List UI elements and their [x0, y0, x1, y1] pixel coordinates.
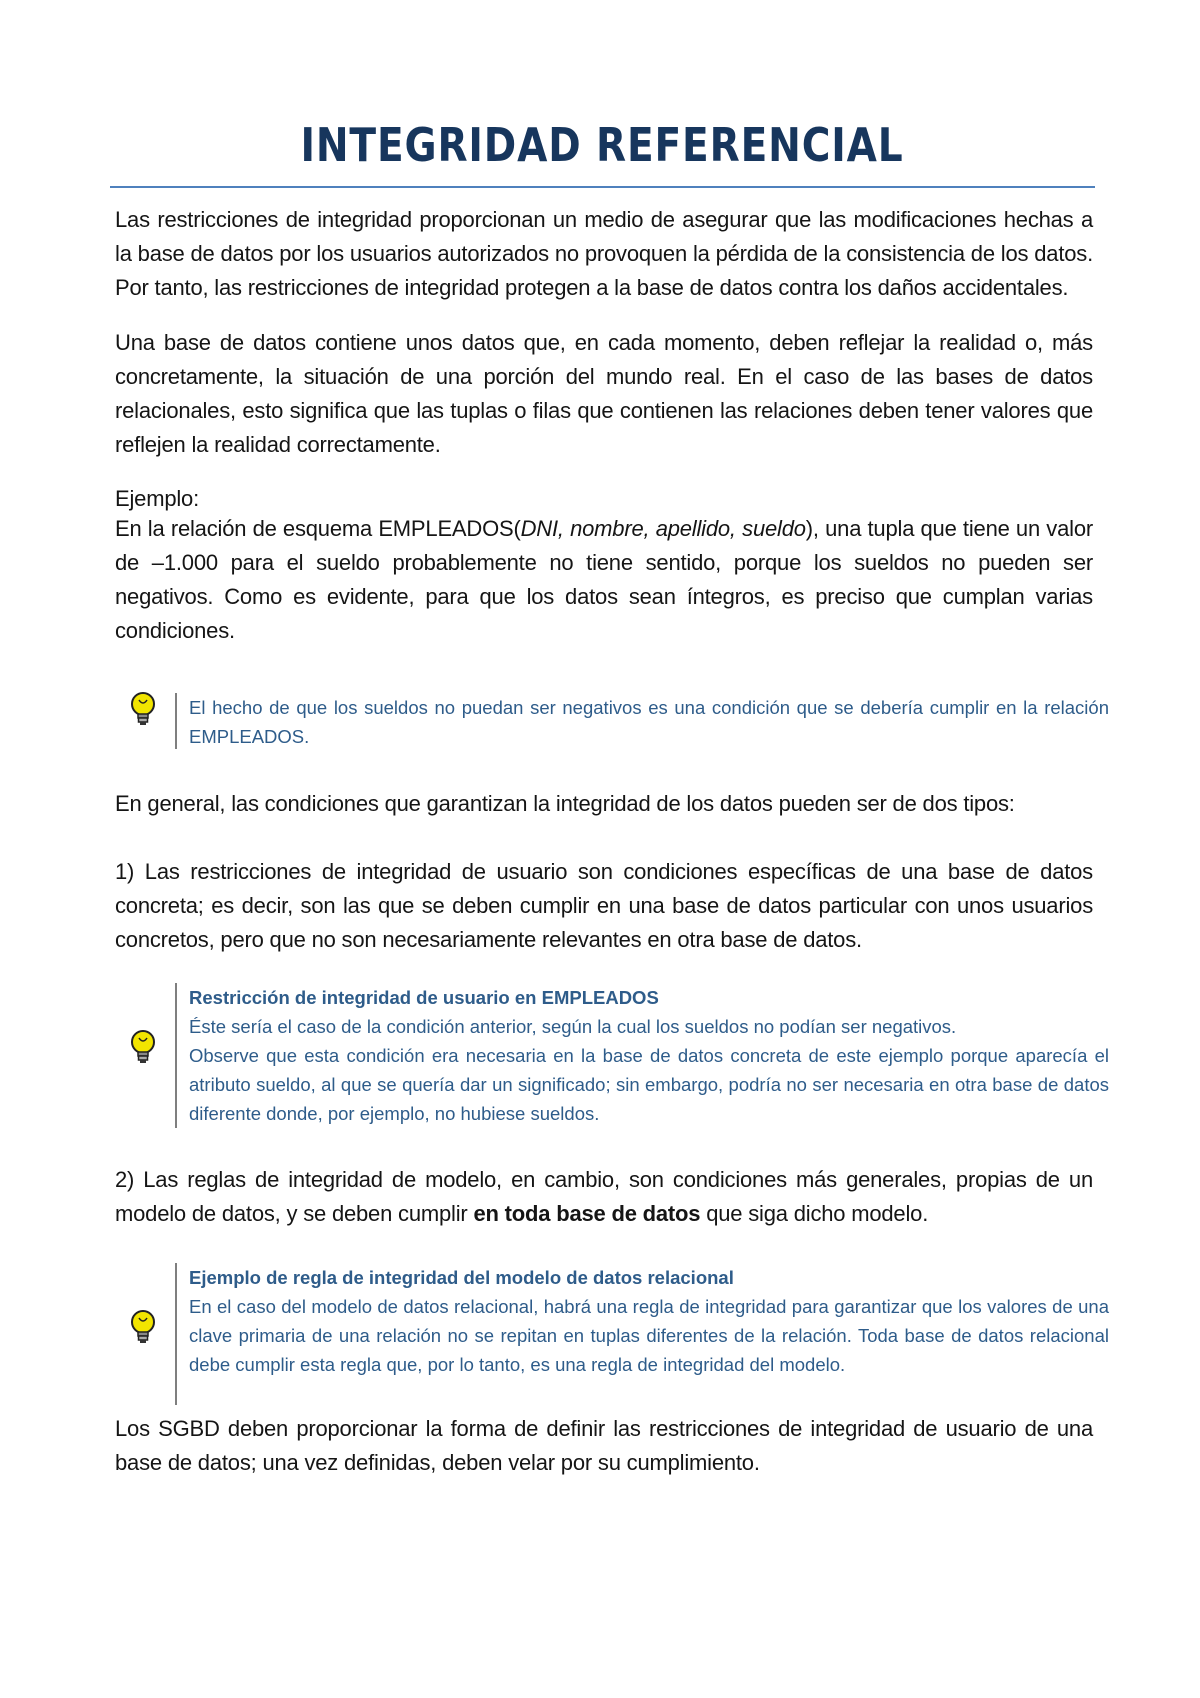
example-attributes: DNI, nombre, apellido, sueldo: [520, 516, 806, 541]
conditions-intro: En general, las condiciones que garantizan la integridad de los datos pueden ser de dos tipos:: [115, 791, 1015, 816]
note-text: En el caso del modelo de datos relacional, habrá una regla de integridad para garantizar que los valores de una clave primaria de una relación no se repitan en tuplas diferentes de la relación. Toda base de datos relacional debe cumplir esta regla que, por lo tanto, es una regla de integridad del modelo.: [189, 1296, 1109, 1375]
page-title: INTEGRIDAD REFERENCIAL: [300, 118, 904, 172]
note-text: Observe que esta condición era necesaria en la base de datos concreta de este ejemplo porque aparecía el atributo sueldo, al que se quería dar un significado; sin embargo, podría no ser necesaria en otra base de datos diferente donde, por ejemplo, no hubiese sueldos.: [189, 1045, 1109, 1124]
example-text-start: En la relación de esquema EMPLEADOS(: [115, 516, 521, 541]
note-heading: Restricción de integridad de usuario en EMPLEADOS: [189, 987, 659, 1008]
lightbulb-icon: [128, 1028, 158, 1068]
note-model-rule: [175, 1263, 1109, 1405]
user-constraints-paragraph: 1) Las restricciones de integridad de usuario son condiciones específicas de una base de datos concreta; es decir, son las que se deben cumplir en una base de datos particular con unos usuarios concretos, pero que no son necesariamente relevantes en otra base de datos.: [115, 859, 1093, 952]
note-user-constraint: [175, 983, 1109, 1128]
note-heading: Ejemplo de regla de integridad del modelo de datos relacional: [189, 1267, 734, 1288]
example-text-end: ), una tupla que tiene un valor de –1.000 para el sueldo probablemente no tiene sentido, porque los sueldos no pueden ser negativos. Como es evidente, para que los datos sean íntegros, es preciso que cumplan varias condiciones.: [115, 516, 1093, 643]
model-rules-paragraph: [115, 1163, 1093, 1231]
model-rules-emphasis: en toda base de datos: [473, 1201, 701, 1226]
model-rules-text-end: que siga dicho modelo.: [700, 1201, 929, 1226]
note-text: Éste sería el caso de la condición anterior, según la cual los sueldos no podían ser negativos.: [189, 1016, 957, 1037]
model-rules-text-start: 2) Las reglas de integridad de modelo, en cambio, son condiciones más generales, propias de un modelo de datos, y se deben cumplir: [115, 1167, 1093, 1226]
example-label: Ejemplo:: [115, 486, 199, 511]
note-salary-condition: [175, 693, 1109, 749]
lightbulb-icon: [128, 690, 158, 730]
dbms-paragraph: Los SGBD deben proporcionar la forma de definir las restricciones de integridad de usuario de una base de datos; una vez definidas, deben velar por su cumplimiento.: [115, 1416, 1093, 1475]
note-text: El hecho de que los sueldos no puedan ser negativos es una condición que se debería cumplir en la relación EMPLEADOS.: [189, 697, 1109, 747]
reality-paragraph: Una base de datos contiene unos datos que, en cada momento, deben reflejar la realidad o, más concretamente, la situación de una porción del mundo real. En el caso de las bases de datos relacionales, esto significa que las tuplas o filas que contienen las relaciones deben tener valores que reflejen la realidad correctamente.: [115, 330, 1093, 457]
example-paragraph: [115, 512, 1093, 648]
lightbulb-icon: [128, 1308, 158, 1348]
intro-paragraph: Las restricciones de integridad proporcionan un medio de asegurar que las modificaciones hechas a la base de datos por los usuarios autorizados no provoquen la pérdida de la consistencia de los datos. Por tanto, las restricciones de integridad protegen a la base de datos contra los daños accidentales.: [115, 207, 1093, 300]
title-divider: [110, 186, 1095, 188]
